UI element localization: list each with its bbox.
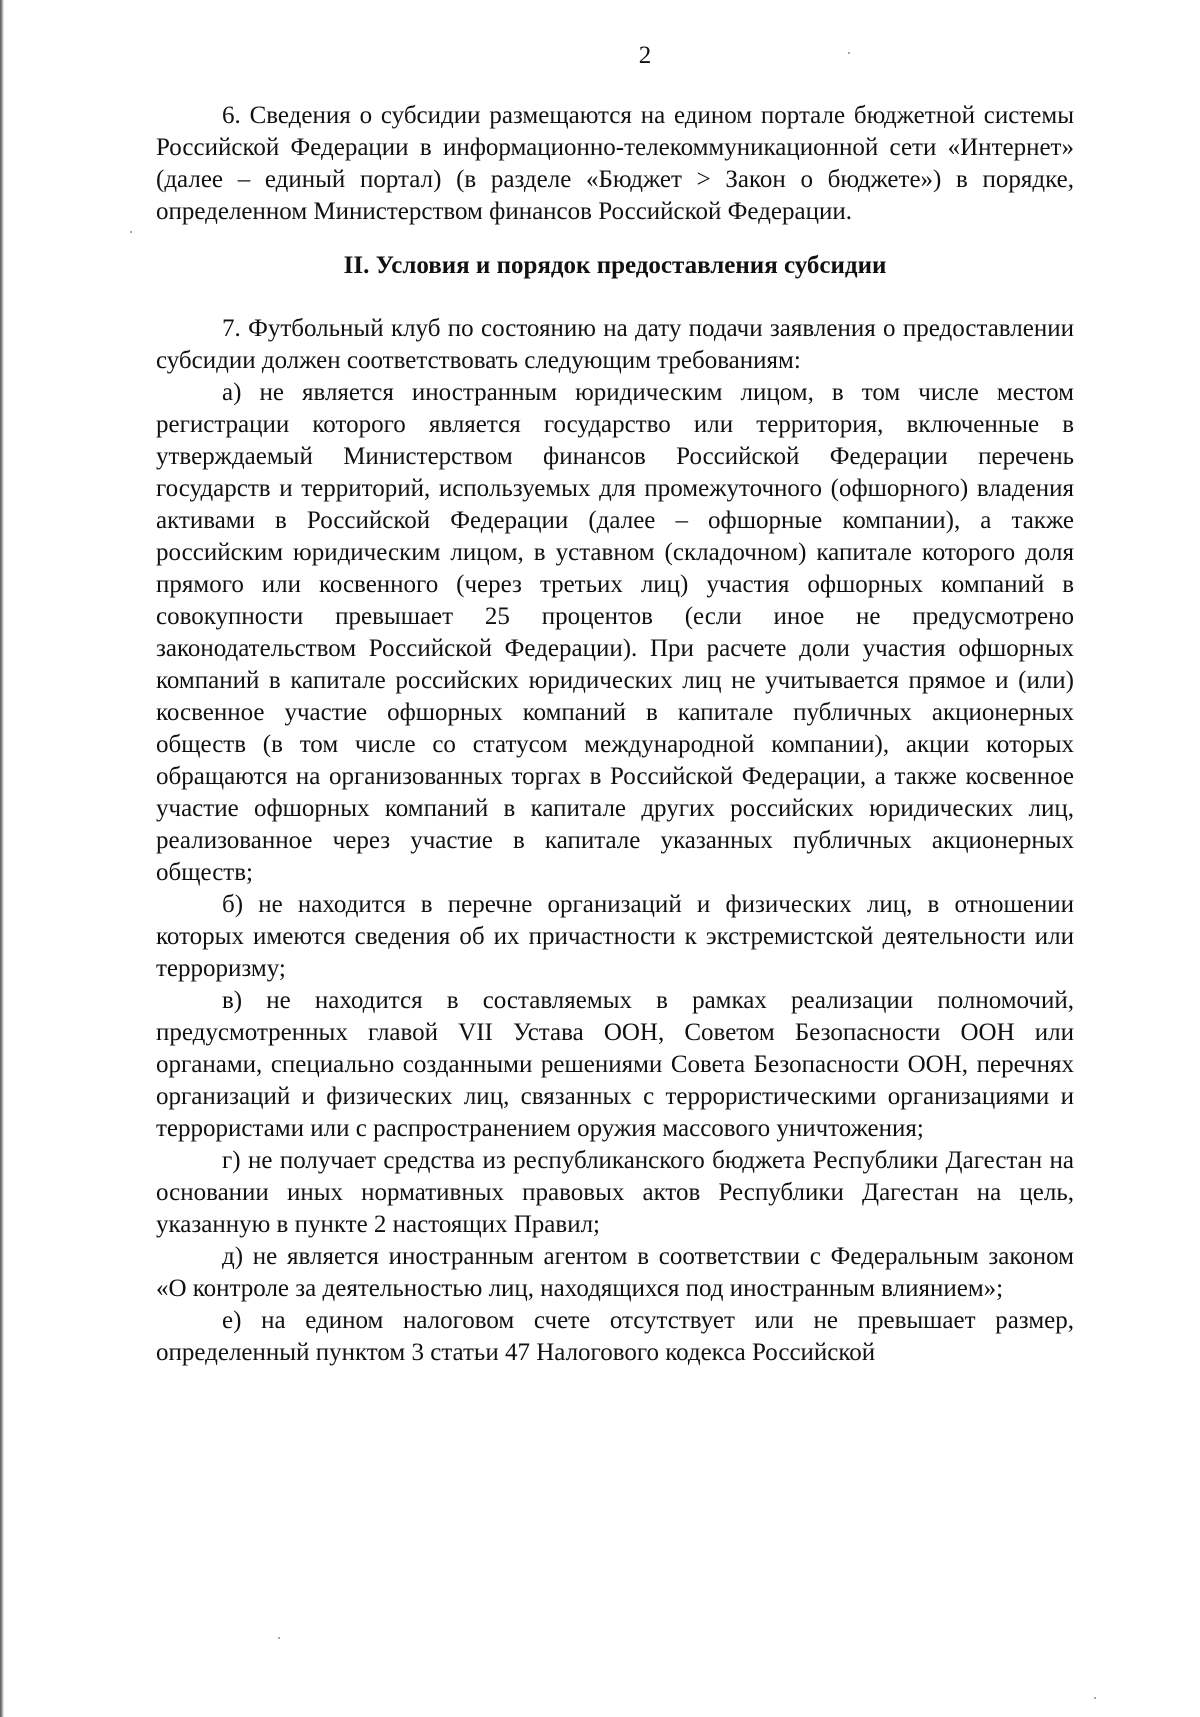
subparagraph-d: д) не является иностранным агентом в соответствии с Федеральным законом «О контроле за деятельностью лиц, находящихся под иностранным влиянием»; xyxy=(156,1243,1074,1302)
document-body xyxy=(156,100,1074,1369)
page-number: 2 xyxy=(638,42,652,69)
scan-edge xyxy=(0,0,4,1717)
subparagraph-b: б) не находится в перечне организаций и физических лиц, в отношении которых имеются сведения об их причастности к экстремистской деятельности или терроризму; xyxy=(156,891,1074,982)
subparagraph-g: г) не получает средства из республиканского бюджета Республики Дагестан на основании иных нормативных правовых актов Республики Дагестан на цель, указанную в пункте 2 настоящих Правил; xyxy=(156,1147,1074,1238)
subparagraph-e: е) на едином налоговом счете отсутствует или не превышает размер, определенный пунктом 3 статьи 47 Налогового кодекса Российской xyxy=(156,1307,1074,1366)
paragraph-7: 7. Футбольный клуб по состоянию на дату подачи заявления о предоставлении субсидии должен соответствовать следующим требованиям: xyxy=(156,315,1074,374)
scan-speck xyxy=(130,231,132,233)
scan-speck xyxy=(848,52,850,54)
section-heading: II. Условия и порядок предоставления субсидии xyxy=(343,252,887,279)
subparagraph-a: а) не является иностранным юридическим лицом, в том числе местом регистрации которого является государство или территория, включенные в утверждаемый Министерством финансов Российской Федерации перечень государств и территорий, используемых для промежуточного (офшорного) владения активами в Российской Федерации (далее – офшорные компании), а также российским юридическим лицом, в уставном (складочном) капитале которого доля прямого или косвенного (через третьих лиц) участия офшорных компаний в совокупности превышает 25 процентов (если иное не предусмотрено законодательством Российской Федерации). При расчете доли участия офшорных компаний в капитале российских юридических лиц не учитывается прямое и (или) косвенное участие офшорных компаний в капитале публичных акционерных обществ (в том числе со статусом международной компании), акции которых обращаются на организованных торгах в Российской Федерации, а также косвенное участие офшорных компаний в капитале других российских юридических лиц, реализованное через участие в капитале указанных публичных акционерных обществ; xyxy=(156,379,1074,886)
paragraph-6: 6. Сведения о субсидии размещаются на едином портале бюджетной системы Российской Федерации в информационно-телекоммуникационной сети «Интернет» (далее – единый портал) (в разделе «Бюджет > Закон о бюджете») в порядке, определенном Министерством финансов Российской Федерации. xyxy=(156,102,1074,225)
scan-speck xyxy=(1094,1697,1096,1699)
scan-speck xyxy=(278,1637,280,1639)
subparagraph-v: в) не находится в составляемых в рамках реализации полномочий, предусмотренных главой VII Устава ООН, Советом Безопасности ООН или органами, специально созданными решениями Совета Безопасности ООН, перечнях организаций и физических лиц, связанных с террористическими организациями и террористами или с распространением оружия массового уничтожения; xyxy=(156,987,1074,1142)
